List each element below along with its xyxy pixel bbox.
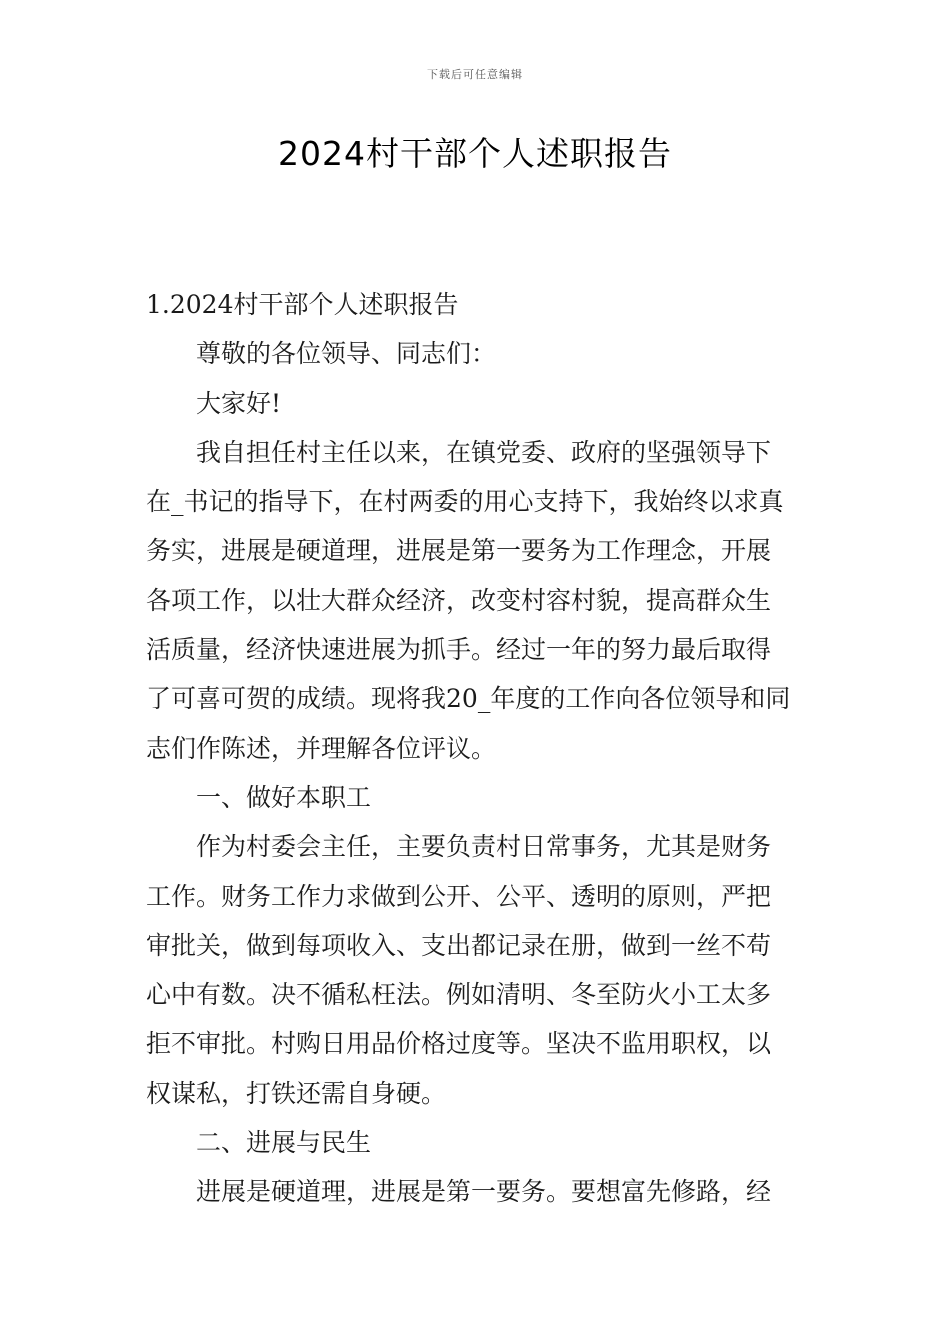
- paragraph-line: 各项工作，以壮大群众经济，改变村容村貌，提高群众生: [146, 585, 772, 615]
- paragraph-line: 务实，进展是硬道理，进展是第一要务为工作理念，开展: [146, 536, 772, 566]
- paragraph-line: 志们作陈述，并理解各位评议。: [146, 733, 497, 763]
- paragraph-line: 进展是硬道理，进展是第一要务。要想富先修路，经: [196, 1177, 772, 1207]
- subheading-development: 二、进展与民生: [196, 1128, 372, 1158]
- paragraph-line: 拒不审批。村购日用品价格过度等。坚决不监用职权，以: [146, 1029, 772, 1059]
- paragraph-line: 在_书记的指导下，在村两委的用心支持下，我始终以求真: [146, 487, 784, 517]
- paragraph-line: 活质量，经济快速进展为抓手。经过一年的努力最后取得: [146, 635, 772, 665]
- document-title: 2024村干部个人述职报告: [278, 134, 672, 173]
- paragraph-line: 了可喜可贺的成绩。现将我20_年度的工作向各位领导和同: [146, 684, 791, 714]
- paragraph-line: 我自担任村主任以来，在镇党委、政府的坚强领导下: [196, 437, 772, 467]
- subheading-duty: 一、做好本职工: [196, 782, 372, 812]
- paragraph-line: 作为村委会主任，主要负责村日常事务，尤其是财务: [196, 832, 772, 862]
- paragraph-line: 工作。财务工作力求做到公开、公平、透明的原则，严把: [146, 881, 772, 911]
- document-body: [146, 280, 806, 1217]
- salutation: 尊敬的各位领导、同志们：: [196, 339, 497, 369]
- paragraph-line: 审批关，做到每项收入、支出都记录在册，做到一丝不苟: [146, 930, 772, 960]
- section-heading: 1.2024村干部个人述职报告: [146, 290, 459, 319]
- greeting: 大家好!: [196, 388, 282, 418]
- header-note: 下载后可任意编辑: [427, 68, 523, 81]
- paragraph-line: 心中有数。决不循私枉法。例如清明、冬至防火小工太多: [146, 980, 772, 1010]
- paragraph-line: 权谋私，打铁还需自身硬。: [146, 1078, 447, 1108]
